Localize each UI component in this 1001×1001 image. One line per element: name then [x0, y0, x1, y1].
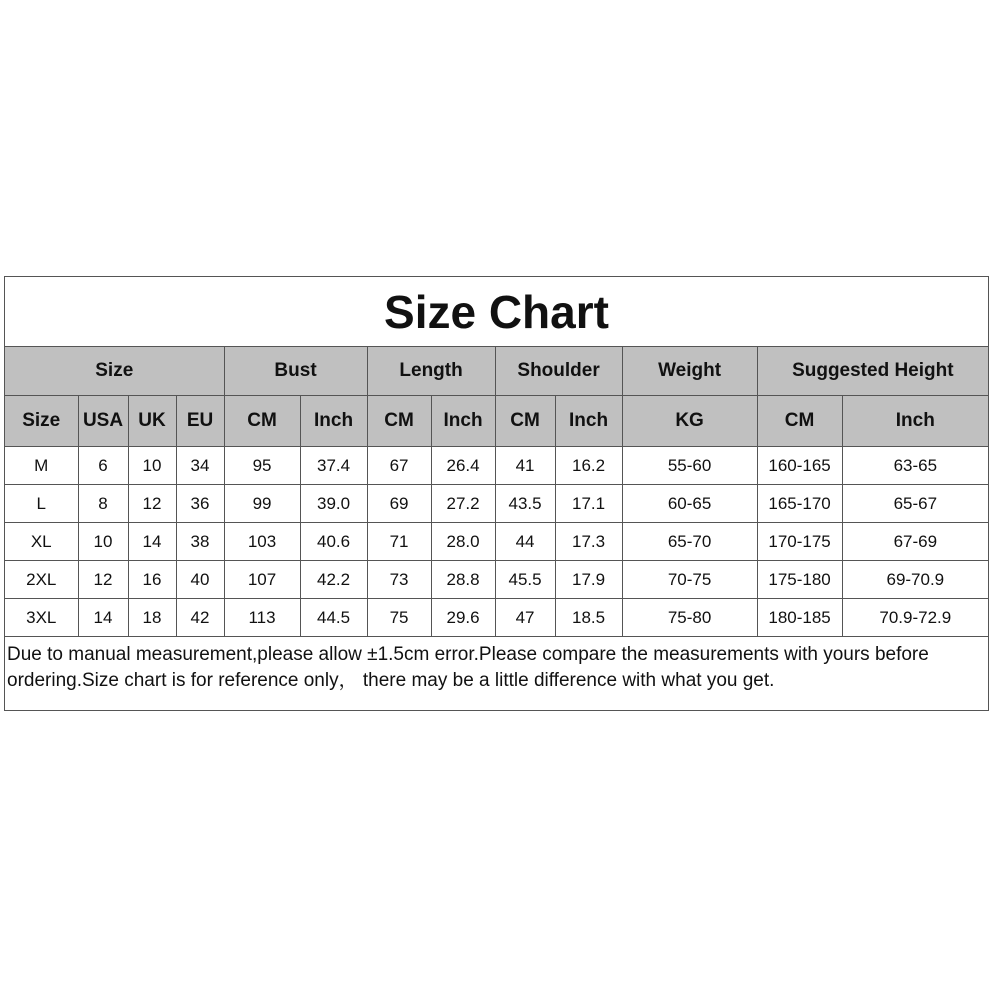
- sub-header-cell: Inch: [555, 396, 622, 447]
- table-cell: 160-165: [757, 447, 842, 485]
- table-cell: 36: [176, 485, 224, 523]
- table-cell: 28.8: [431, 561, 495, 599]
- table-row: [5, 485, 988, 523]
- table-cell: 14: [128, 523, 176, 561]
- sub-header-cell: USA: [78, 396, 128, 447]
- table-cell: 42: [176, 599, 224, 637]
- table-cell: 69: [367, 485, 431, 523]
- table-cell: L: [5, 485, 78, 523]
- table-cell: 44: [495, 523, 555, 561]
- table-cell: 42.2: [300, 561, 367, 599]
- table-cell: 47: [495, 599, 555, 637]
- sub-header-cell: EU: [176, 396, 224, 447]
- table-cell: 27.2: [431, 485, 495, 523]
- table-cell: 63-65: [842, 447, 988, 485]
- size-table: [5, 347, 988, 637]
- table-cell: 70.9-72.9: [842, 599, 988, 637]
- table-cell: 8: [78, 485, 128, 523]
- table-cell: 67: [367, 447, 431, 485]
- table-row: [5, 523, 988, 561]
- table-cell: 28.0: [431, 523, 495, 561]
- table-cell: 180-185: [757, 599, 842, 637]
- sub-header-cell: UK: [128, 396, 176, 447]
- table-cell: 12: [78, 561, 128, 599]
- table-cell: 165-170: [757, 485, 842, 523]
- table-cell: 75-80: [622, 599, 757, 637]
- group-header-row: [5, 347, 988, 396]
- table-cell: 12: [128, 485, 176, 523]
- table-cell: 99: [224, 485, 300, 523]
- table-cell: 40: [176, 561, 224, 599]
- table-cell: 3XL: [5, 599, 78, 637]
- table-cell: 26.4: [431, 447, 495, 485]
- size-chart: [4, 276, 989, 711]
- group-header-shoulder: Shoulder: [495, 347, 622, 396]
- sub-header-cell: CM: [757, 396, 842, 447]
- table-cell: 17.9: [555, 561, 622, 599]
- table-cell: 18: [128, 599, 176, 637]
- table-cell: 44.5: [300, 599, 367, 637]
- sub-header-cell: KG: [622, 396, 757, 447]
- table-cell: 60-65: [622, 485, 757, 523]
- sub-header-row: [5, 396, 988, 447]
- table-row: [5, 561, 988, 599]
- group-header-weight: Weight: [622, 347, 757, 396]
- table-body: [5, 447, 988, 637]
- group-header-length: Length: [367, 347, 495, 396]
- table-cell: 17.3: [555, 523, 622, 561]
- sub-header-cell: CM: [367, 396, 431, 447]
- group-header-suggested-height: Suggested Height: [757, 347, 988, 396]
- table-cell: M: [5, 447, 78, 485]
- sub-header-cell: Size: [5, 396, 78, 447]
- table-cell: 2XL: [5, 561, 78, 599]
- table-cell: 16.2: [555, 447, 622, 485]
- table-cell: 34: [176, 447, 224, 485]
- table-cell: 18.5: [555, 599, 622, 637]
- table-cell: 16: [128, 561, 176, 599]
- table-cell: 55-60: [622, 447, 757, 485]
- table-cell: 40.6: [300, 523, 367, 561]
- table-cell: 65-67: [842, 485, 988, 523]
- table-cell: 69-70.9: [842, 561, 988, 599]
- table-cell: 38: [176, 523, 224, 561]
- table-cell: 95: [224, 447, 300, 485]
- sub-header-cell: CM: [495, 396, 555, 447]
- table-cell: 71: [367, 523, 431, 561]
- table-cell: 41: [495, 447, 555, 485]
- table-cell: 14: [78, 599, 128, 637]
- table-cell: 45.5: [495, 561, 555, 599]
- table-cell: 43.5: [495, 485, 555, 523]
- measurement-note: Due to manual measurement,please allow ±1.5cm error.Please compare the measurements with yours before ordering.Size chart is for reference only， there may be a little difference with what you get.: [7, 644, 929, 691]
- table-cell: XL: [5, 523, 78, 561]
- sub-header-cell: CM: [224, 396, 300, 447]
- table-cell: 75: [367, 599, 431, 637]
- table-cell: 65-70: [622, 523, 757, 561]
- table-cell: 17.1: [555, 485, 622, 523]
- group-header-size: Size: [5, 347, 224, 396]
- table-cell: 113: [224, 599, 300, 637]
- table-cell: 37.4: [300, 447, 367, 485]
- table-cell: 103: [224, 523, 300, 561]
- table-cell: 170-175: [757, 523, 842, 561]
- table-cell: 6: [78, 447, 128, 485]
- table-cell: 70-75: [622, 561, 757, 599]
- table-cell: 10: [78, 523, 128, 561]
- table-cell: 175-180: [757, 561, 842, 599]
- table-row: [5, 599, 988, 637]
- table-row: [5, 447, 988, 485]
- group-header-bust: Bust: [224, 347, 367, 396]
- table-cell: 107: [224, 561, 300, 599]
- chart-title: Size Chart: [5, 277, 988, 347]
- table-cell: 73: [367, 561, 431, 599]
- sub-header-cell: Inch: [300, 396, 367, 447]
- table-cell: 10: [128, 447, 176, 485]
- table-cell: 29.6: [431, 599, 495, 637]
- table-cell: 67-69: [842, 523, 988, 561]
- table-cell: 39.0: [300, 485, 367, 523]
- sub-header-cell: Inch: [431, 396, 495, 447]
- sub-header-cell: Inch: [842, 396, 988, 447]
